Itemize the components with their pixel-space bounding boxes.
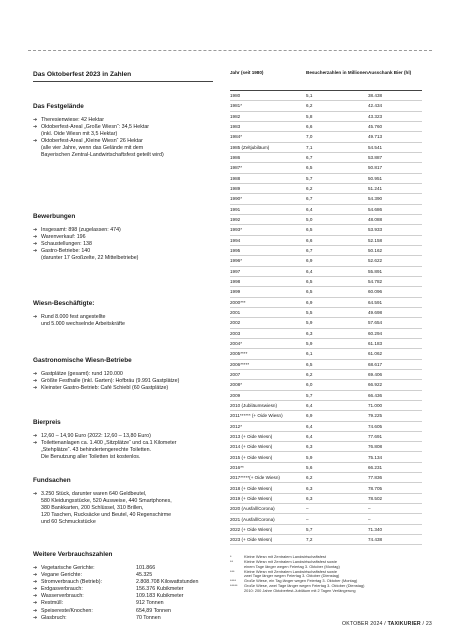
cell-year: 1982 bbox=[230, 113, 241, 119]
cell-year: 2016** bbox=[230, 464, 244, 470]
item-value: 912 Tonnen bbox=[136, 600, 164, 607]
table-row bbox=[230, 91, 422, 101]
header-year: Jahr (seit 1980) bbox=[230, 70, 264, 75]
table-row bbox=[230, 504, 422, 514]
item-label: ➔ Wasserverbrauch: bbox=[41, 593, 84, 600]
table-row bbox=[230, 329, 422, 339]
cell-visitors: 6,1 bbox=[306, 351, 313, 357]
list-item: 580 Kleidungsstücke, 520 Ausweise, 440 Smartphones, bbox=[41, 498, 172, 505]
section-title: Bewerbungen bbox=[33, 213, 76, 220]
header-beer: Ausschank Bier (hl) bbox=[368, 70, 412, 75]
cell-year: 2003 bbox=[230, 330, 241, 336]
cell-year: 1988 bbox=[230, 175, 241, 181]
cell-year: 2000*** bbox=[230, 299, 246, 305]
cell-beer: 54.686 bbox=[368, 206, 383, 212]
table-row bbox=[230, 525, 422, 535]
list-item: ➔ Theresienwiese: 42 Hektar bbox=[33, 117, 213, 124]
list-item: ➔ 12,60 – 14,90 Euro (2022: 12,60 – 13,80 Euro) bbox=[33, 433, 213, 440]
section-list bbox=[33, 491, 213, 526]
cell-beer: 54.390 bbox=[368, 196, 383, 202]
cell-visitors: 5,9 bbox=[306, 454, 313, 460]
cell-beer: – bbox=[368, 506, 371, 512]
cell-beer: 45.760 bbox=[368, 124, 383, 130]
footnote-mark: *** bbox=[230, 568, 235, 574]
cell-visitors: 6,3 bbox=[306, 485, 313, 491]
footnote-line bbox=[230, 589, 430, 594]
cell-visitors: 6,3 bbox=[306, 330, 313, 336]
footnote-text: Kleine Wiesn mit Zentralem Landwirtschaftsfest sowie bbox=[244, 568, 337, 574]
cell-year: 2011****** (+ Oide Wiesn) bbox=[230, 413, 283, 419]
cell-visitors: 5,5 bbox=[306, 310, 313, 316]
table-row bbox=[230, 318, 422, 328]
cell-beer: 38.438 bbox=[368, 93, 383, 99]
cell-beer: 74.605 bbox=[368, 423, 383, 429]
cell-visitors: 6,2 bbox=[306, 475, 313, 481]
cell-beer: 48.088 bbox=[368, 217, 383, 223]
header-visitors: Besucherzahlen in Millionen bbox=[306, 70, 368, 75]
cell-year: 1992 bbox=[230, 217, 241, 223]
list-item: (darunter 17 Großzelte, 22 Mittelbetriebe) bbox=[41, 255, 139, 262]
list-item bbox=[33, 615, 213, 622]
cell-beer: 50.817 bbox=[368, 165, 383, 171]
cell-year: 1993* bbox=[230, 227, 243, 233]
footnote-text: Kleine Wiesn mit Zentralem Landwirtschaftsfest bbox=[244, 554, 326, 559]
cell-beer: 52.622 bbox=[368, 258, 383, 264]
list-item: (inkl. Oide Wiesn mit 3,5 Hektar) bbox=[41, 131, 118, 138]
section-list bbox=[33, 433, 213, 461]
section-list bbox=[33, 117, 213, 160]
cell-visitors: – bbox=[306, 516, 309, 522]
cell-year: 2021 (Ausfall/Corona) bbox=[230, 516, 275, 522]
list-item: ➔ Kleinster Gastro-Betrieb: Café Schiebl (60 Gastplätze) bbox=[33, 385, 213, 392]
cell-beer: 78.502 bbox=[368, 495, 383, 501]
item-label: ➔ Speisereste/Knochen: bbox=[41, 607, 93, 614]
list-item: ➔ Größte Festhalle (inkl. Garten): Hofbräu (9.991 Gastplätze) bbox=[33, 378, 213, 385]
cell-year: 2007 bbox=[230, 372, 241, 378]
table-row bbox=[230, 225, 422, 235]
table-row bbox=[230, 298, 422, 308]
table-row bbox=[230, 287, 422, 297]
list-item: ➔ Rund 8.000 fest angestellte bbox=[33, 314, 213, 321]
table-row bbox=[230, 308, 422, 318]
cell-visitors: 5,8 bbox=[306, 113, 313, 119]
cell-beer: 66.231 bbox=[368, 464, 383, 470]
table-row bbox=[230, 349, 422, 359]
footnote-text: Kleine Wiesn mit Zentralem Landwirtschaftsfest sowie bbox=[244, 558, 337, 564]
table-row bbox=[230, 143, 422, 153]
section-bewerbungen bbox=[33, 212, 213, 262]
cell-beer: 49.713 bbox=[368, 134, 383, 140]
table-row bbox=[230, 401, 422, 411]
cell-visitors: 5,6 bbox=[306, 464, 313, 470]
cell-beer: 77.836 bbox=[368, 475, 383, 481]
cell-visitors: 7,1 bbox=[306, 144, 313, 150]
table-row bbox=[230, 442, 422, 452]
table-row bbox=[230, 184, 422, 194]
item-label: ➔ Erdgasverbrauch: bbox=[41, 586, 83, 593]
section-title: Gastronomische Wiesn-Betriebe bbox=[33, 357, 132, 364]
cell-year: 2019 (+ Oide Wiesn) bbox=[230, 495, 273, 501]
cell-year: 1989 bbox=[230, 186, 241, 192]
section-title: Bierpreis bbox=[33, 419, 61, 426]
cell-beer: 64.591 bbox=[368, 299, 383, 305]
cell-visitors: – bbox=[306, 506, 309, 512]
item-label: ➔ Restmüll: bbox=[41, 600, 64, 607]
cell-visitors: 7,0 bbox=[306, 134, 313, 140]
cell-beer: 49.698 bbox=[368, 310, 383, 316]
cell-beer: 53.887 bbox=[368, 155, 383, 161]
table-row bbox=[230, 163, 422, 173]
cell-year: 2020 (Ausfall/Corona) bbox=[230, 506, 275, 512]
cell-visitors: 5,7 bbox=[306, 175, 313, 181]
table-row bbox=[230, 132, 422, 142]
footnote-text: Große Wiese, ein Tag länger wegen Feiertag 3. Oktober (Montag) bbox=[244, 578, 358, 584]
cell-beer: 54.782 bbox=[368, 279, 383, 285]
list-item bbox=[33, 593, 213, 600]
item-value: 109.183 Kubikmeter bbox=[136, 593, 184, 600]
table-row bbox=[230, 483, 422, 493]
cell-visitors: 6,2 bbox=[306, 372, 313, 378]
cell-beer: 42.434 bbox=[368, 103, 383, 109]
table-row bbox=[230, 452, 422, 462]
cell-beer: 69.406 bbox=[368, 372, 383, 378]
cell-year: 2002 bbox=[230, 320, 241, 326]
table-row bbox=[230, 122, 422, 132]
cell-beer: 66.922 bbox=[368, 382, 383, 388]
cell-visitors: 6,6 bbox=[306, 237, 313, 243]
item-value: 156.376 Kubikmeter bbox=[136, 586, 184, 593]
cell-beer: 68.617 bbox=[368, 361, 383, 367]
cell-visitors: 6,4 bbox=[306, 206, 313, 212]
cell-year: 2012* bbox=[230, 423, 243, 429]
table-header bbox=[230, 70, 422, 91]
cell-visitors: 6,9 bbox=[306, 299, 313, 305]
cell-visitors: 5,0 bbox=[306, 217, 313, 223]
list-item: 120 Taschen, Rucksäcke und Beutel, 40 Regenschirme bbox=[41, 512, 172, 519]
list-item: und 60 Schmuckstücke bbox=[41, 519, 96, 526]
list-item bbox=[33, 608, 213, 615]
cell-beer: 50.951 bbox=[368, 175, 383, 181]
table-row bbox=[230, 370, 422, 380]
table-body bbox=[230, 91, 422, 545]
cell-visitors: 6,9 bbox=[306, 258, 313, 264]
section-title: Wiesn-Beschäftigte: bbox=[33, 300, 95, 307]
item-label: ➔ Vegetarische Gerichte: bbox=[41, 565, 95, 571]
left-column bbox=[33, 70, 213, 621]
cell-visitors: 6,7 bbox=[306, 196, 313, 202]
table-row bbox=[230, 205, 422, 215]
cell-beer: 76.808 bbox=[368, 444, 383, 450]
table-row bbox=[230, 277, 422, 287]
section-list bbox=[33, 314, 213, 328]
cell-beer: 79.225 bbox=[368, 413, 383, 419]
footnote-mark: **** bbox=[230, 578, 237, 584]
cell-beer: 74.438 bbox=[368, 537, 383, 543]
table-row bbox=[230, 380, 422, 390]
cell-year: 2004* bbox=[230, 341, 243, 347]
cell-year: 1996* bbox=[230, 258, 243, 264]
list-item: ➔ Gastro-Betriebe: 140 bbox=[33, 248, 213, 255]
table-row bbox=[230, 267, 422, 277]
page-footer bbox=[342, 621, 432, 627]
visitor-table bbox=[230, 70, 422, 545]
cell-year: 1984* bbox=[230, 134, 243, 140]
table-row bbox=[230, 153, 422, 163]
cell-visitors: 6,4 bbox=[306, 433, 313, 439]
page-title: Das Oktoberfest 2023 in Zahlen bbox=[33, 70, 213, 82]
cell-visitors: 7,2 bbox=[306, 537, 313, 543]
section-verbrauch bbox=[33, 550, 213, 622]
cell-year: 2005**** bbox=[230, 351, 248, 357]
cell-year: 2001 bbox=[230, 310, 241, 316]
cell-visitors: 6,6 bbox=[306, 124, 313, 130]
cell-visitors: 6,2 bbox=[306, 186, 313, 192]
cell-beer: 57.654 bbox=[368, 320, 383, 326]
table-row bbox=[230, 514, 422, 524]
cell-year: 1997 bbox=[230, 268, 241, 274]
table-row bbox=[230, 339, 422, 349]
cell-visitors: 6,5 bbox=[306, 361, 313, 367]
cell-beer: 75.134 bbox=[368, 454, 383, 460]
section-fundsachen bbox=[33, 476, 213, 526]
cell-beer: 53.933 bbox=[368, 227, 383, 233]
list-item: ➔ Gastplätze (gesamt): rund 120.000 bbox=[33, 371, 213, 378]
cell-beer: 43.323 bbox=[368, 113, 383, 119]
footnote-mark: ***** bbox=[230, 583, 238, 589]
cell-visitors: 6,2 bbox=[306, 103, 313, 109]
item-value: 654,89 Tonnen bbox=[136, 607, 171, 614]
cell-visitors: 6,3 bbox=[306, 444, 313, 450]
cell-year: 1981* bbox=[230, 103, 243, 109]
cell-year: 2006***** bbox=[230, 361, 250, 367]
cell-visitors: 6,7 bbox=[306, 155, 313, 161]
list-item: Bayerischen Zentral-Landwirtschaftsfest geteilt wird) bbox=[41, 152, 164, 159]
section-list bbox=[33, 227, 213, 262]
section-title: Fundsachen bbox=[33, 477, 71, 484]
cell-year: 2009 bbox=[230, 392, 241, 398]
section-gastronomie bbox=[33, 356, 213, 392]
list-item: und 5.000 wechselnde Arbeitskräfte bbox=[41, 321, 125, 328]
cell-beer: 50.162 bbox=[368, 248, 383, 254]
table-row bbox=[230, 256, 422, 266]
item-value: 70 Tonnen bbox=[136, 614, 161, 621]
cell-year: 1999 bbox=[230, 289, 241, 295]
cell-beer: 77.691 bbox=[368, 433, 383, 439]
item-label: ➔ Stromverbrauch (Betrieb): bbox=[41, 579, 102, 586]
list-item: ➔ Warenverkauf: 196 bbox=[33, 234, 213, 241]
consumption-list bbox=[33, 565, 213, 622]
list-item: ➔ Oktoberfest-Areal „Kleine Wiesn“ 26 Hektar bbox=[33, 138, 213, 145]
cell-year: 2015 (+ Oide Wiesn) bbox=[230, 454, 273, 460]
cell-year: 1986 bbox=[230, 155, 241, 161]
section-beschaeftigte bbox=[33, 299, 213, 328]
cell-visitors: 6,3 bbox=[306, 495, 313, 501]
table-row bbox=[230, 535, 422, 545]
table-row bbox=[230, 432, 422, 442]
table-row bbox=[230, 215, 422, 225]
table-row bbox=[230, 422, 422, 432]
cell-visitors: 6,0 bbox=[306, 382, 313, 388]
cell-beer: 78.705 bbox=[368, 485, 383, 491]
list-item: Die Benutzung aller Toiletten ist kostenlos. bbox=[41, 454, 141, 461]
list-item bbox=[33, 579, 213, 586]
section-title: Weitere Verbrauchszahlen bbox=[33, 551, 113, 558]
list-item bbox=[33, 600, 213, 607]
cell-year: 1994 bbox=[230, 237, 241, 243]
item-value: 2.808.708 Kilowattstunden bbox=[136, 579, 199, 586]
cell-visitors: 5,7 bbox=[306, 392, 313, 398]
list-item: ➔ Schaustellungen: 138 bbox=[33, 241, 213, 248]
cell-beer: 60.294 bbox=[368, 330, 383, 336]
cell-visitors: 6,9 bbox=[306, 413, 313, 419]
cell-visitors: 6,5 bbox=[306, 289, 313, 295]
list-item: 380 Bankkarten, 200 Schlüssel, 310 Brillen, bbox=[41, 505, 144, 512]
table-row bbox=[230, 494, 422, 504]
cell-year: 2014 (+ Oide Wiesn) bbox=[230, 444, 273, 450]
cell-beer: 60.096 bbox=[368, 289, 383, 295]
cell-visitors: 6,5 bbox=[306, 279, 313, 285]
cell-beer: 71.340 bbox=[368, 526, 383, 532]
list-item: ➔ Oktoberfest-Areal „Große Wiesn“: 34,5 Hektar bbox=[33, 124, 213, 131]
cell-visitors: 6,7 bbox=[306, 248, 313, 254]
section-bierpreis bbox=[33, 418, 213, 461]
footnote-text: 2010: 200 Jahre Oktoberfest-Jubiläum mit 2 Tagen Verlängerung bbox=[244, 587, 356, 593]
cell-year: 1995 bbox=[230, 248, 241, 254]
cell-year: 1985 (Zeltjubiläum) bbox=[230, 144, 270, 150]
list-item: ➔ Insgesamt: 898 (zugelassen: 474) bbox=[33, 227, 213, 234]
footnote-text: zwei Tage länger wegen Feiertag 3. Oktober (Dienstag) bbox=[244, 573, 340, 579]
cell-visitors: 6,4 bbox=[306, 403, 313, 408]
section-festgelaende bbox=[33, 102, 213, 160]
cell-year: 1991 bbox=[230, 206, 241, 212]
cell-beer: 52.158 bbox=[368, 237, 383, 243]
item-label: ➔ Vegane Gerichte: bbox=[41, 572, 82, 579]
list-item: „Stehplätze“. 43 behindertengerechte Toiletten. bbox=[41, 447, 152, 454]
list-item bbox=[33, 565, 213, 572]
list-item: ➔ 3.250 Stück, darunter waren 640 Geldbeutel, bbox=[33, 491, 213, 498]
cell-beer: – bbox=[368, 516, 371, 522]
cell-beer: 66.436 bbox=[368, 392, 383, 398]
cell-visitors: 6,5 bbox=[306, 227, 313, 233]
cell-year: 2008* bbox=[230, 382, 243, 388]
cell-year: 1980 bbox=[230, 93, 241, 99]
cell-year: 1983 bbox=[230, 124, 241, 130]
cell-beer: 71.000 bbox=[368, 403, 383, 408]
cell-beer: 61.183 bbox=[368, 341, 383, 347]
cell-visitors: 6,5 bbox=[306, 165, 313, 171]
footnotes bbox=[230, 555, 430, 594]
table-row bbox=[230, 194, 422, 204]
cell-visitors: 6,4 bbox=[306, 268, 313, 274]
item-label: ➔ Glasbruch: bbox=[41, 614, 67, 621]
footer-brand: TAXIKURIER bbox=[387, 621, 421, 627]
table-row bbox=[230, 112, 422, 122]
cell-year: 2023 (+ Oide Wiesn) bbox=[230, 537, 273, 543]
footnote-text: Große Wiese, zwei Tage länger wegen Feiertag 3. Oktober (Dienstag) bbox=[244, 583, 365, 589]
cell-visitors: 6,4 bbox=[306, 423, 313, 429]
footer-date: OKTOBER 2024 / bbox=[341, 621, 386, 627]
list-item bbox=[33, 586, 213, 593]
table-row bbox=[230, 360, 422, 370]
cell-year: 1998 bbox=[230, 279, 241, 285]
cell-visitors: 5,9 bbox=[306, 341, 313, 347]
table-row bbox=[230, 391, 422, 401]
cell-year: 1990* bbox=[230, 196, 243, 202]
footnote-mark: * bbox=[230, 554, 232, 559]
cell-beer: 54.541 bbox=[368, 144, 383, 150]
table-row bbox=[230, 174, 422, 184]
cell-year: 2018 (+ Oide Wiesn) bbox=[230, 485, 273, 491]
section-title: Das Festgelände bbox=[33, 103, 84, 110]
cell-year: 1987* bbox=[230, 165, 243, 171]
cell-year: 2010 (Jubiläumswiesn) bbox=[230, 403, 277, 408]
list-item: ➔ Toilettenanlagen ca. 1.400 „Sitzplätze“ und ca.1 Kilometer bbox=[33, 440, 213, 447]
list-item: (alle vier Jahre, wenn das Gelände mit dem bbox=[41, 145, 144, 152]
table-row bbox=[230, 463, 422, 473]
cell-visitors: 5,1 bbox=[306, 93, 313, 99]
cell-beer: 51.241 bbox=[368, 186, 383, 192]
table-row bbox=[230, 246, 422, 256]
footnote-mark: ** bbox=[230, 558, 234, 564]
cell-beer: 55.891 bbox=[368, 268, 383, 274]
cell-beer: 61.062 bbox=[368, 351, 383, 357]
cell-year: 2013 (+ Oide Wiesn) bbox=[230, 433, 273, 439]
cell-visitors: 5,7 bbox=[306, 526, 313, 532]
list-item bbox=[33, 572, 213, 579]
table-row bbox=[230, 101, 422, 111]
cell-visitors: 5,9 bbox=[306, 320, 313, 326]
top-divider bbox=[28, 50, 432, 51]
table-row bbox=[230, 411, 422, 421]
footnote-mark bbox=[230, 589, 244, 594]
section-list bbox=[33, 371, 213, 392]
cell-year: 2017*****(+ Oide Wiesn) bbox=[230, 475, 280, 481]
item-value: 101.866 bbox=[136, 565, 156, 571]
cell-year: 2022 (+ Oide Wiesn) bbox=[230, 526, 273, 532]
table-row bbox=[230, 236, 422, 246]
footer-page-number: / 23 bbox=[422, 621, 432, 627]
footnote-text: einem Tage länger wegen Feiertag 3. Oktober (Montag) bbox=[244, 563, 340, 569]
item-value: 45.325 bbox=[136, 572, 153, 579]
table-row bbox=[230, 473, 422, 483]
